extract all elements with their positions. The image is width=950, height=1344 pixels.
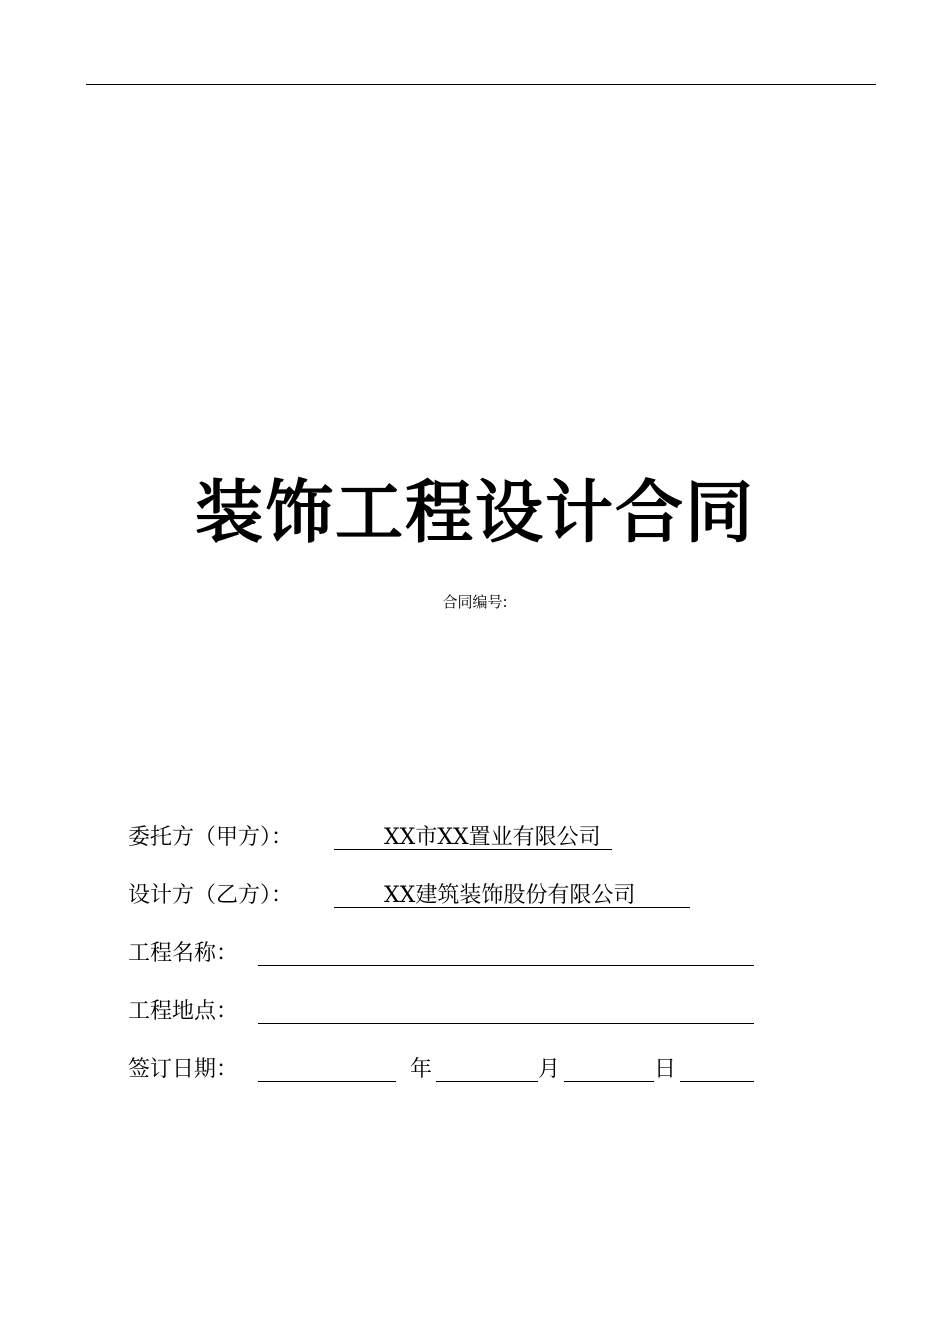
contract-number-label: 合同编号: [442,593,508,611]
sign-date-field [128,1054,768,1086]
sign-date-year-underline[interactable] [258,1054,396,1082]
sign-date-year-unit: 年 [410,1057,433,1082]
sign-date-month-underline[interactable] [436,1054,538,1082]
project-location-underline[interactable] [258,996,754,1024]
sign-date-day-unit: 日 [654,1057,677,1082]
client-value: XX市XX置业有限公司 [384,825,601,850]
designer-value: XX建筑装饰股份有限公司 [384,883,636,908]
project-location-field [128,996,768,1028]
client-field [128,822,628,854]
sign-date-label: 签订日期： [128,1057,239,1082]
project-name-field [128,938,768,970]
designer-field [128,880,708,912]
project-name-underline[interactable] [258,938,754,966]
sign-date-day-underline[interactable] [564,1054,654,1082]
project-location-label: 工程地点： [128,999,239,1024]
client-underline[interactable] [334,822,612,850]
client-label: 委托方（甲方）： [128,825,294,850]
document-title: 装饰工程设计合同 [194,473,755,553]
sign-date-month-unit: 月 [538,1057,561,1082]
sign-date-trailing-underline[interactable] [680,1054,754,1082]
project-name-label: 工程名称： [128,941,239,966]
designer-label: 设计方（乙方）： [128,883,294,908]
designer-underline[interactable] [334,880,690,908]
header-rule [86,84,876,85]
